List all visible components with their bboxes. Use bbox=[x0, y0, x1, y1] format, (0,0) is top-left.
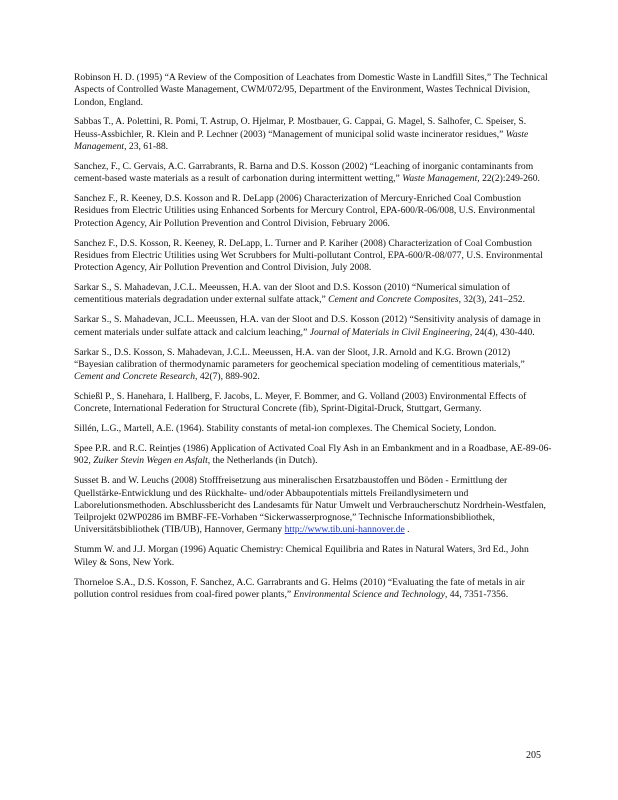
journal-title: Journal of Materials in Civil Engineering bbox=[309, 326, 470, 338]
reference-entry: Thorneloe S.A., D.S. Kosson, F. Sanchez, A.C. Garrabrants and G. Helms (2010) “Evaluating the fate of metals in air pollution control residues from coal‐fired power plants,” Environmental Science and Technology, 44, 7351‐7356. bbox=[74, 576, 525, 600]
reference-entry: Sarkar S., D.S. Kosson, S. Mahadevan, J.C.L. Meeussen, H.A. van der Sloot, J.R. Arnold and K.G. Brown (2012) “Bayesian calibration of thermodynamic parameters for geochemical speciation modeling of cementitious materials,” Cement and Concrete Research, 42(7), 889‐902. bbox=[74, 346, 525, 383]
reference-entry: Sillén, L.G., Martell, A.E. (1964). Stability constants of metal‐ion complexes. The Chemical Society, London. bbox=[74, 423, 497, 435]
journal-title: Waste Management bbox=[74, 128, 529, 153]
reference-entry: Sanchez F., R. Keeney, D.S. Kosson and R. DeLapp (2006) Characterization of Mercury‐Enriched Coal Combustion Residues from Electric Utilities using Enhanced Sorbents for Mercury Control, EPA‐600/R‐06/008, U.S. Environmental Protection Agency, Air Pollution Prevention and Control Division, February 2006. bbox=[74, 193, 536, 229]
journal-title: Zuiker Stevin Wegen en Asfalt bbox=[93, 455, 208, 467]
journal-title: Cement and Concrete Composites bbox=[328, 294, 459, 306]
journal-title: Cement and Concrete Research bbox=[74, 371, 196, 383]
journal-title: Waste Management, bbox=[402, 173, 480, 185]
reference-entry: Spee P.R. and R.C. Reintjes (1986) Application of Activated Coal Fly Ash in an Embankment and in a Roadbase, AE‐89‐06‐902, Zuiker Stevin Wegen en Asfalt, the Netherlands (in Dutch). bbox=[74, 443, 552, 467]
reference-list bbox=[74, 72, 552, 609]
reference-entry: Sanchez F., D.S. Kosson, R. Keeney, R. DeLapp, L. Turner and P. Kariher (2008) Characterization of Coal Combustion Residues from Electric Utilities using Wet Scrubbers for Multi‐pollutant Control, EPA‐600/R‐08/077, U.S. Environmental Protection Agency, Air Pollution Prevention and Control Division, July 2008. bbox=[74, 237, 543, 274]
tib-hannover-link[interactable]: http://www.tib.uni‐hannover.de bbox=[284, 524, 405, 536]
reference-entry: Sarkar S., S. Mahadevan, JC.L. Meeussen, H.A. van der Sloot and D.S. Kosson (2012) “Sensitivity analysis of damage in cement materials under sulfate attack and calcium leaching,” Journal of Materials in Civil Engineering, 24(4), 430‐440. bbox=[74, 314, 541, 338]
reference-entry: Sarkar S., S. Mahadevan, J.C.L. Meeussen, H.A. van der Sloot and D.S. Kosson (2010) “Numerical simulation of cementitious materials degradation under external sulfate attack,” Cement and Concrete Composites, 32(3), 241–252. bbox=[74, 282, 525, 306]
page-number: 205 bbox=[526, 750, 541, 761]
reference-entry: Robinson H. D. (1995) “A Review of the Composition of Leachates from Domestic Waste in Landfill Sites,” The Technical Aspects of Controlled Waste Management, CWM/072/95, Department of the Environment, Wastes Technical Division, London, England. bbox=[74, 72, 548, 108]
reference-entry: Sabbas T., A. Polettini, R. Pomi, T. Astrup, O. Hjelmar, P. Mostbauer, G. Cappai, G. Magel, S. Salhofer, C. Speiser, S. Heuss‐Assbichler, R. Klein and P. Lechner (2003) “Management of municipal solid waste incinerator residues,” Waste Management, 23, 61‐88. bbox=[74, 116, 529, 153]
reference-entry: Sanchez, F., C. Gervais, A.C. Garrabrants, R. Barna and D.S. Kosson (2002) “Leaching of inorganic contaminants from cement‐based waste materials as a result of carbonation during intermittent wetting,” Waste Management, 22(2):249‐260. bbox=[74, 160, 540, 185]
reference-entry: Susset B. and W. Leuchs (2008) Stofffreisetzung aus mineralischen Ersatzbaustoffen und Böden ‐ Ermittlung der Quellstärke‐Entwicklung und des Rückhalte‐ und/oder Abbaupotentials mittels Freilandlysimetern und Laborelutionsmethoden. Abschlussbericht des Landesamts für Natur Umwelt und Verbraucherschutz Nordrhein‐Westfalen, Teilprojekt 02WP0286 im BMBF‐FE‐Vorhaben “Sickerwasserprognose,” Technische Informationsbibliothek, Universitätsbibliothek (TIB/UB), Hannover, Germany http://www.tib.uni‐hannover.de . bbox=[74, 475, 546, 536]
reference-entry: Stumm W. and J.J. Morgan (1996) Aquatic Chemistry: Chemical Equilibria and Rates in Natural Waters, 3rd Ed., John Wiley & Sons, New York. bbox=[74, 544, 529, 568]
reference-entry: Schießl P., S. Hanehara, I. Hallberg, F. Jacobs, L. Meyer, F. Bommer, and G. Volland (2003) Environmental Effects of Concrete, International Federation for Structural Concrete (fib), Sprint‐Digital‐Druck, Stuttgart, Germany. bbox=[74, 390, 527, 415]
journal-title: Environmental Science and Technology bbox=[293, 588, 445, 600]
